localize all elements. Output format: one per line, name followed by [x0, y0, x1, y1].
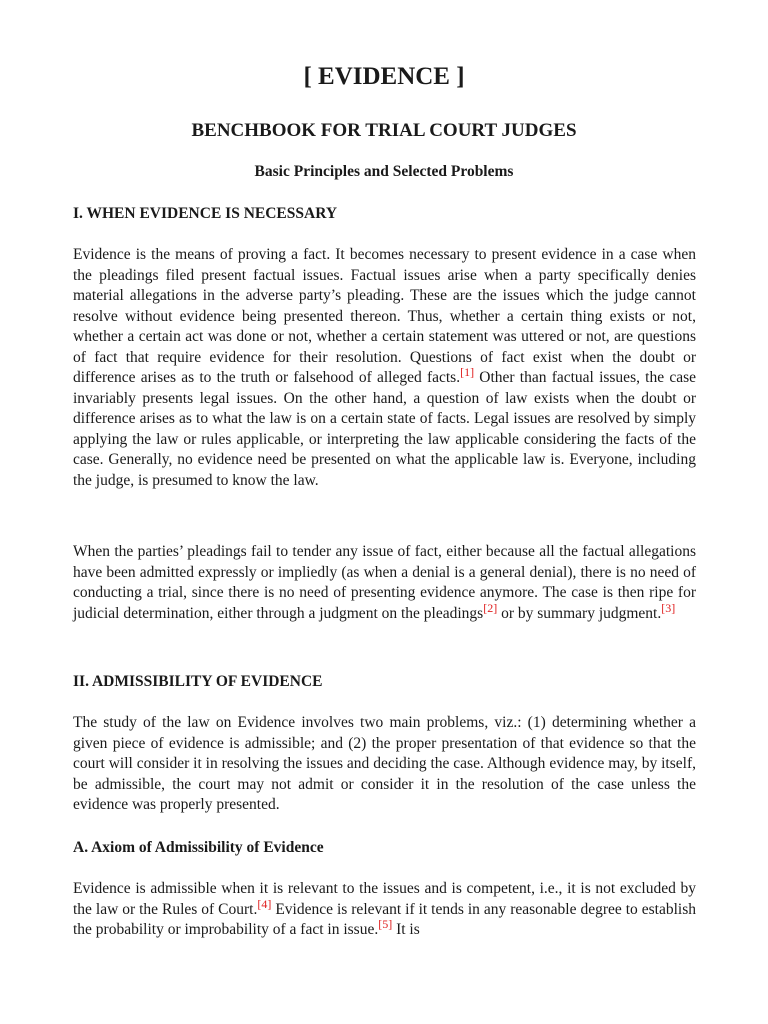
- paragraph-text: Other than factual issues, the case invariably presents legal issues. On the other hand, a question of law exists when the doubt or difference arises as to what the law is on a certain state of facts. Legal issues are resolved by simply applying the law or rules applicable, or interpreting the law applicable considering the facts of the case. Generally, no evidence need be presented on what the applicable law is. Everyone, including the judge, is presumed to know the law.: [73, 369, 696, 489]
- paragraph-text: It is: [392, 921, 420, 938]
- paragraph-text: Evidence is the means of proving a fact. It becomes necessary to present evidence in a case when the pleadings filed present factual issues. Factual issues arise when a party specifically denies material allegations in the adverse party’s pleading. These are the issues which the judge cannot resolve without evidence being presented thereon. Thus, whether a certain thing exists or not, whether a certain act was done or not, whether a certain statement was uttered or not, are questions of fact that require evidence for their resolution. Questions of fact exist when the doubt or difference arises as to the truth or falsehood of alleged facts.: [73, 246, 696, 386]
- paragraph-no-issue-of-fact: [73, 542, 696, 624]
- paragraph-text: Evidence is relevant if it tends in any reasonable degree to establish the probability or improbability of a fact in issue.: [73, 900, 696, 938]
- footnote-ref-4[interactable]: [4]: [257, 896, 272, 911]
- paragraph-text: When the parties’ pleadings fail to tender any issue of fact, either because all the factual allegations have been admitted expressly or impliedly (as when a denial is a general denial), there is no need of conducting a trial, since there is no need of presenting evidence anymore. The case is then ripe for judicial determination, either through a judgment on the pleadings: [73, 543, 696, 622]
- paragraph-evidence-definition: [73, 245, 696, 491]
- document-subsubtitle: Basic Principles and Selected Problems: [254, 163, 514, 180]
- subsection-heading-axiom: A. Axiom of Admissibility of Evidence: [73, 839, 324, 856]
- paragraph-two-main-problems: The study of the law on Evidence involves two main problems, viz.: (1) determining whether a given piece of evidence is admissible; and (2) the proper presentation of that evidence so that the court will consider it in resolving the issues and deciding the case. Although evidence may, by itself, be admissible, the court may not admit or consider it in the resolution of the case unless the evidence was properly presented.: [73, 714, 696, 813]
- section-heading-when-evidence-necessary: I. WHEN EVIDENCE IS NECESSARY: [73, 205, 338, 222]
- paragraph-admissible-evidence: [73, 879, 696, 941]
- paragraph-text: Evidence is admissible when it is relevant to the issues and is competent, i.e., it is not excluded by the law or the Rules of Court.: [73, 880, 696, 918]
- footnote-ref-1[interactable]: [1]: [460, 365, 475, 379]
- document-subtitle: BENCHBOOK FOR TRIAL COURT JUDGES: [191, 120, 577, 141]
- footnote-ref-5[interactable]: [5]: [378, 917, 393, 931]
- footnote-ref-2[interactable]: [2]: [483, 600, 498, 615]
- section-heading-admissibility: II. ADMISSIBILITY OF EVIDENCE: [73, 673, 323, 690]
- footnote-ref-3[interactable]: [3]: [661, 600, 676, 615]
- paragraph-text: or by summary judgment.: [497, 604, 662, 622]
- document-title: [ EVIDENCE ]: [303, 63, 465, 90]
